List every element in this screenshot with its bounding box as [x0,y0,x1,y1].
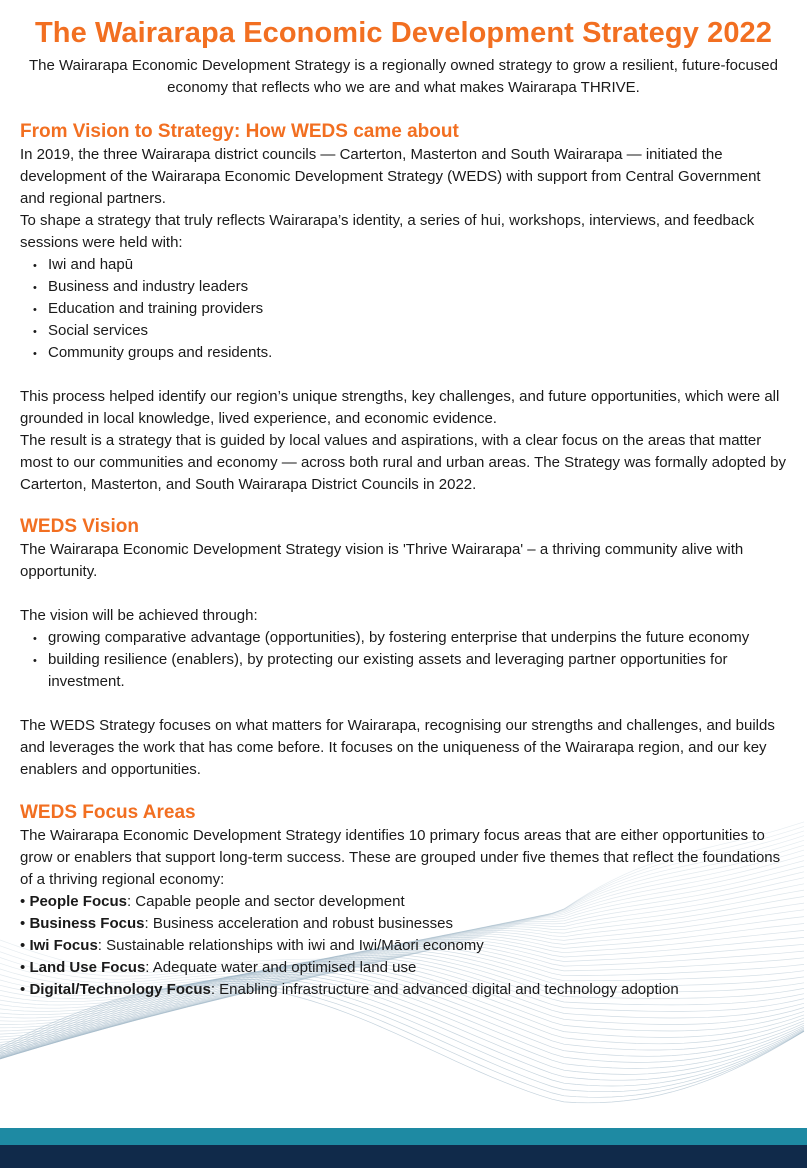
paragraph: The result is a strategy that is guided by local values and aspirations, with a clear focus on the areas that matter most to our communities and economy — across both rural and urban areas. The Strategy was formally adopted by Carterton, Masterton, and South Wairarapa District Councils in 2022. [20,432,786,493]
footer-band-teal [0,1128,807,1145]
list-item-text: Social services [48,322,149,339]
bullet-icon: • [20,959,26,976]
list-item-text: growing comparative advantage (opportunities), by fostering enterprise that underpins the future economy [48,629,750,646]
theme-description: : Capable people and sector development [126,893,405,910]
stakeholder-list [20,254,787,364]
footer-band-navy [0,1145,807,1168]
bullet-icon: • [20,937,26,954]
intro-text: The Wairarapa Economic Development Strategy is a regionally owned strategy to grow a resilient, future-focused economy that reflects who we are and what makes Wairarapa THRIVE. [29,57,778,96]
section-focus-areas [20,801,787,1001]
theme-description: : Sustainable relationships with iwi and Iwi/Māori economy [97,937,484,954]
list-item [20,254,787,276]
bullet-icon: • [20,981,26,998]
paragraph: The WEDS Strategy focuses on what matters for Wairarapa, recognising our strengths and challenges, and builds and leverages the work that has come before. It focuses on the uniqueness of the Wairarapa region, and our key enablers and opportunities. [20,717,775,778]
section-weds-vision [20,515,787,781]
paragraph: The Wairarapa Economic Development Strategy vision is 'Thrive Wairarapa' – a thriving community alive with opportunity. [20,541,744,580]
theme-item [20,979,787,1001]
bullet-icon: • [33,260,37,272]
theme-item [20,935,787,957]
theme-name: Business Focus [29,915,145,932]
list-item-text: Business and industry leaders [48,278,249,295]
list-item-text: building resilience (enablers), by protecting our existing assets and leveraging partner opportunities for investment. [48,651,728,690]
list-item [20,649,787,693]
section-heading: WEDS Focus Areas [20,802,196,823]
paragraph: To shape a strategy that truly reflects Wairarapa’s identity, a series of hui, workshops, interviews, and feedback sessions were held with: [20,212,755,251]
bullet-icon: • [33,282,37,294]
theme-name: Iwi Focus [29,937,98,954]
paragraph: In 2019, the three Wairarapa district councils — Carterton, Masterton and South Wairarapa — initiated the development of the Wairarapa Economic Development Strategy (WEDS) with support from Central Government and regional partners. [20,146,761,207]
list-item-text: Community groups and residents. [48,344,273,361]
list-item [20,342,787,364]
list-item [20,627,787,649]
paragraph: The vision will be achieved through: [20,607,258,624]
section-heading: WEDS Vision [20,516,139,537]
bullet-icon: • [33,633,37,645]
bullet-icon: • [33,326,37,338]
wave-line [0,985,804,1103]
bullet-icon: • [33,655,37,667]
list-item [20,320,787,342]
list-item [20,298,787,320]
spacer [20,583,787,605]
spacer [20,693,787,715]
theme-item [20,957,787,979]
theme-name: Digital/Technology Focus [29,981,211,998]
theme-description: : Enabling infrastructure and advanced digital and technology adoption [210,981,679,998]
list-item-text: Iwi and hapū [48,256,134,273]
theme-item [20,913,787,935]
list-item [20,276,787,298]
theme-description: : Business acceleration and robust businesses [144,915,453,932]
list-item-text: Education and training providers [48,300,264,317]
section-vision-to-strategy [20,120,787,496]
theme-description: : Adequate water and optimised land use [145,959,417,976]
focus-theme-list [20,891,787,1001]
bullet-icon: • [20,915,26,932]
bullet-icon: • [20,893,26,910]
spacer [20,364,787,386]
theme-name: Land Use Focus [29,959,146,976]
page-title: The Wairarapa Economic Development Strategy 2022 [34,17,773,49]
theme-name: People Focus [29,893,127,910]
vision-approach-list [20,627,787,693]
section-heading: From Vision to Strategy: How WEDS came about [20,121,459,142]
paragraph: The Wairarapa Economic Development Strategy identifies 10 primary focus areas that are either opportunities to grow or enablers that support long-term success. These are grouped under five themes that reflect the foundations of a thriving regional economy: [20,827,781,888]
theme-item [20,891,787,913]
paragraph: This process helped identify our region’s unique strengths, key challenges, and future opportunities, which were all grounded in local knowledge, lived experience, and economic evidence. [20,388,780,427]
bullet-icon: • [33,304,37,316]
bullet-icon: • [33,348,37,360]
